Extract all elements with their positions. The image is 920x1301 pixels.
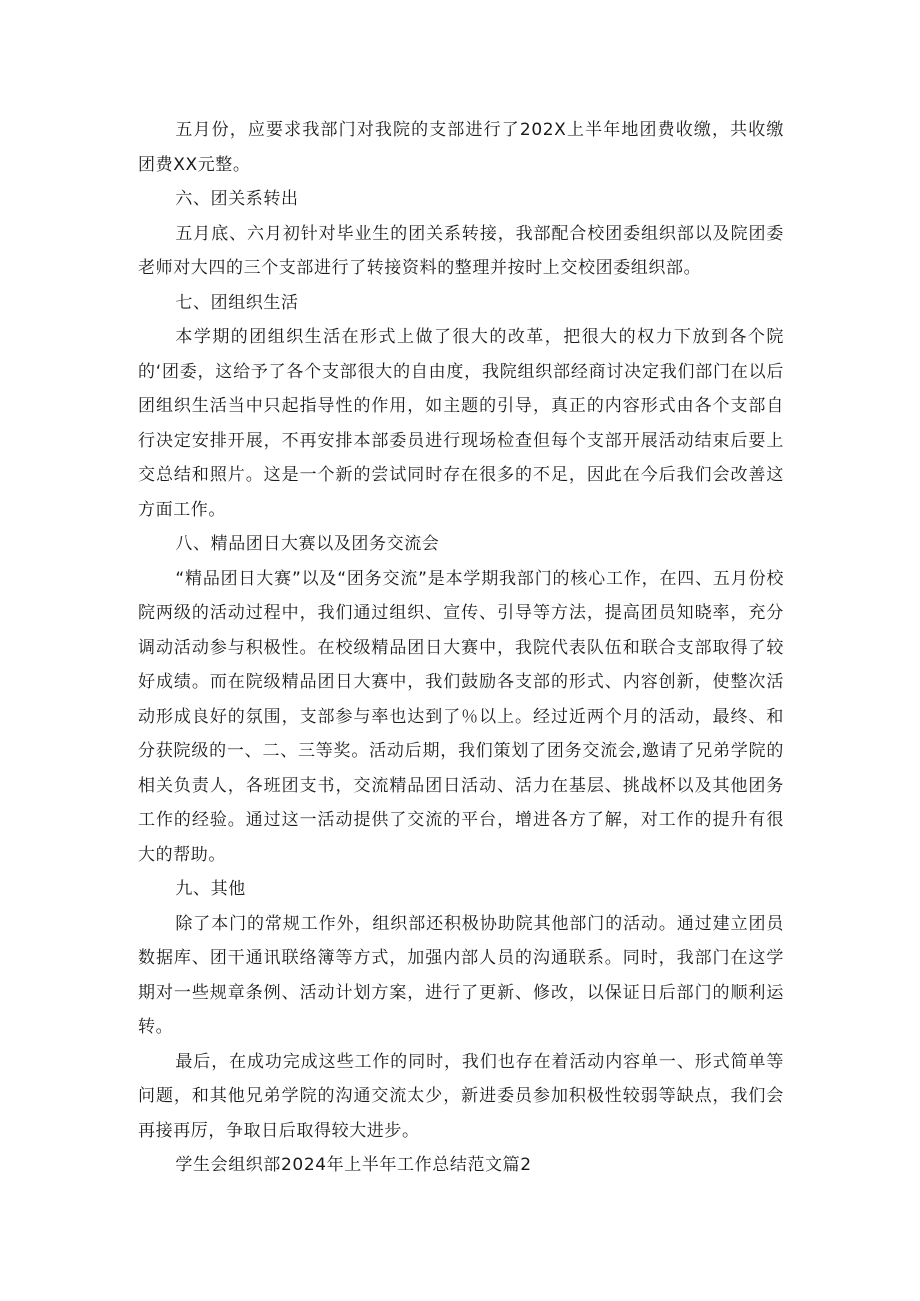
- paragraph-competition: “精品团日大赛”以及“团务交流”是本学期我部门的核心工作，在四、五月份校院两级的活动过程中，我们通过组织、宣传、引导等方法，提高团员知晓率，充分调动活动参与积极性。在校级精品团日大赛中，我院代表队伍和联合支部取得了较好成绩。而在院级精品团日大赛中，我们鼓励各支部的形式、内容创新，使整次活动形成良好的氛围，支部参与率也达到了％以上。经过近两个月的活动，最终、和分获院级的一、二、三等奖。活动后期，我们策划了团务交流会,邀请了兄弟学院的相关负责人，各班团支书，交流精品团日活动、活力在基层、挑战杯以及其他团务工作的经验。通过这一活动提供了交流的平台，增进各方了解，对工作的提升有很大的帮助。: [138, 568, 784, 865]
- section-heading-other: 九、其他: [175, 879, 246, 899]
- section-heading-org-life: 七、团组织生活: [175, 292, 299, 313]
- paragraph-conclusion: 最后，在成功完成这些工作的同时，我们也存在着活动内容单一、形式简单等问题，和其他兄弟学院的沟通交流太少，新进委员参加积极性较弱等缺点，我们会再接再厉，争取日后取得较大进步。: [138, 1051, 784, 1141]
- document-body: [138, 113, 784, 1183]
- paragraph-org-life: 本学期的团组织生活在形式上做了很大的改革，把很大的权力下放到各个院的‘团委，这给予了各个支部很大的自由度，我院组织部经商讨决定我们部门在以后团组织生活当中只起指导性的作用，如主题的引导，真正的内容形式由各个支部自行决定安排开展，不再安排本部委员进行现场检查但每个支部开展活动结束后要上交总结和照片。这是一个新的尝试同时存在很多的不足，因此在今后我们会改善这方面工作。: [138, 327, 784, 520]
- paragraph-membership-fees: 五月份，应要求我部门对我院的支部进行了202X上半年地团费收缴，共收缴团费XX元整。: [138, 120, 784, 175]
- paragraph-other: 除了本门的常规工作外，组织部还积极协助院其他部门的活动。通过建立团员数据库、团干通讯联络簿等方式，加强内部人员的沟通联系。同时，我部门在这学期对一些规章条例、活动计划方案，进行了更新、修改，以保证日后部门的顺利运转。: [138, 913, 784, 1037]
- article-title-part2: 学生会组织部2024年上半年工作总结范文篇2: [175, 1155, 532, 1175]
- section-heading-transfer: 六、团关系转出: [175, 189, 299, 209]
- paragraph-transfer: 五月底、六月初针对毕业生的团关系转接，我部配合校团委组织部以及院团委老师对大四的三个支部进行了转接资料的整理并按时上交校团委组织部。: [138, 223, 784, 278]
- section-heading-competition: 八、精品团日大赛以及团务交流会: [175, 534, 440, 554]
